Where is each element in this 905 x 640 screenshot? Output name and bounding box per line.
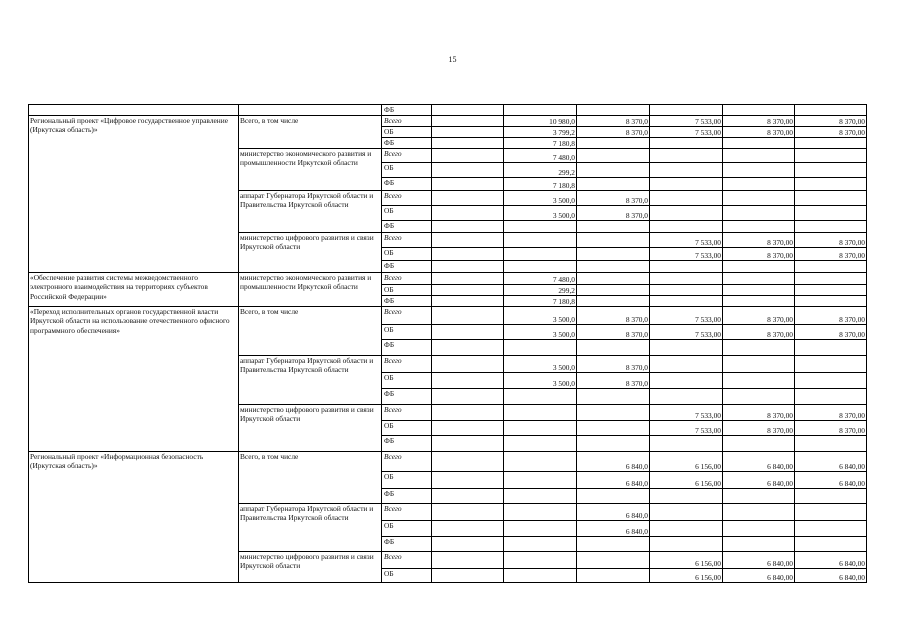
amount-cell — [432, 405, 504, 421]
amount-cell: 8 370,00 — [795, 127, 867, 138]
amount-cell: 8 370,0 — [577, 206, 650, 221]
amount-cell — [432, 307, 504, 325]
amount-cell: 8 370,00 — [795, 233, 867, 248]
table-row — [29, 105, 894, 116]
amount-cell: 7 533,00 — [650, 127, 723, 138]
edge-cell — [867, 356, 894, 373]
edge-cell — [867, 127, 894, 138]
amount-cell: 8 370,00 — [795, 248, 867, 261]
edge-cell — [867, 537, 894, 552]
funding-source-cell: ОБ — [382, 248, 432, 261]
amount-cell — [577, 138, 650, 149]
amount-cell — [432, 261, 504, 273]
amount-cell — [504, 452, 577, 472]
amount-cell — [577, 296, 650, 307]
amount-cell: 8 370,00 — [723, 127, 795, 138]
amount-cell: 6 840,0 — [577, 472, 650, 489]
amount-cell — [432, 149, 504, 163]
amount-cell — [432, 389, 504, 405]
amount-cell — [795, 273, 867, 285]
edge-cell — [867, 405, 894, 421]
executor-cell: министерство цифрового развития и связи Иркутской области — [239, 233, 382, 273]
amount-cell — [650, 373, 723, 389]
amount-cell: 7 180,8 — [504, 296, 577, 307]
amount-cell — [723, 261, 795, 273]
amount-cell: 6 156,00 — [650, 552, 723, 569]
amount-cell: 8 370,0 — [577, 325, 650, 340]
amount-cell: 3 500,0 — [504, 356, 577, 373]
amount-cell — [432, 489, 504, 504]
funding-source-cell: ФБ — [382, 261, 432, 273]
edge-cell — [867, 273, 894, 285]
amount-cell: 8 370,00 — [795, 405, 867, 421]
amount-cell — [650, 261, 723, 273]
edge-cell — [867, 389, 894, 405]
amount-cell — [723, 521, 795, 537]
amount-cell: 6 156,00 — [650, 472, 723, 489]
amount-cell: 6 840,0 — [577, 504, 650, 521]
amount-cell — [577, 340, 650, 356]
amount-cell — [432, 436, 504, 452]
amount-cell — [795, 221, 867, 233]
amount-cell: 7 533,00 — [650, 233, 723, 248]
amount-cell — [577, 389, 650, 405]
amount-cell — [723, 221, 795, 233]
executor-cell: аппарат Губернатора Иркутской области и Правительства Иркутской области — [239, 504, 382, 552]
amount-cell — [795, 105, 867, 116]
funding-source-cell: Всего — [382, 149, 432, 163]
amount-cell: 8 370,0 — [577, 191, 650, 206]
amount-cell — [504, 221, 577, 233]
amount-cell: 7 533,00 — [650, 307, 723, 325]
amount-cell: 6 840,00 — [795, 472, 867, 489]
amount-cell: 6 840,00 — [723, 569, 795, 583]
funding-source-cell: ОБ — [382, 521, 432, 537]
amount-cell: 6 840,00 — [795, 552, 867, 569]
amount-cell — [577, 569, 650, 583]
funding-source-cell: ОБ — [382, 127, 432, 138]
amount-cell — [432, 340, 504, 356]
amount-cell — [432, 325, 504, 340]
edge-cell — [867, 105, 894, 116]
amount-cell: 3 500,0 — [504, 191, 577, 206]
amount-cell: 7 480,0 — [504, 273, 577, 285]
amount-cell — [432, 552, 504, 569]
edge-cell — [867, 191, 894, 206]
edge-cell — [867, 325, 894, 340]
measure-name-cell — [29, 105, 239, 116]
amount-cell: 6 840,0 — [577, 452, 650, 472]
funding-source-cell: ФБ — [382, 340, 432, 356]
funding-source-cell: ОБ — [382, 285, 432, 296]
edge-cell — [867, 552, 894, 569]
amount-cell — [650, 436, 723, 452]
amount-cell — [795, 296, 867, 307]
amount-cell — [795, 261, 867, 273]
amount-cell — [577, 537, 650, 552]
edge-cell — [867, 285, 894, 296]
amount-cell — [432, 178, 504, 191]
measure-name-cell: «Переход исполнительных органов государственной власти Иркутской области на использование отечественного офисного программного обеспечения» — [29, 307, 239, 452]
amount-cell — [432, 127, 504, 138]
edge-cell — [867, 149, 894, 163]
edge-cell — [867, 206, 894, 221]
amount-cell — [577, 105, 650, 116]
executor-cell: Всего, в том числе — [239, 452, 382, 504]
edge-cell — [867, 489, 894, 504]
funding-source-cell: ФБ — [382, 105, 432, 116]
amount-cell: 8 370,00 — [723, 116, 795, 127]
amount-cell — [504, 504, 577, 521]
amount-cell — [504, 248, 577, 261]
funding-source-cell: ФБ — [382, 178, 432, 191]
funding-source-cell: ФБ — [382, 389, 432, 405]
amount-cell: 8 370,00 — [795, 325, 867, 340]
amount-cell: 299,2 — [504, 285, 577, 296]
amount-cell — [795, 521, 867, 537]
amount-cell: 8 370,00 — [723, 405, 795, 421]
amount-cell — [432, 273, 504, 285]
amount-cell — [432, 296, 504, 307]
amount-cell: 7 533,00 — [650, 421, 723, 436]
edge-cell — [867, 472, 894, 489]
amount-cell — [650, 296, 723, 307]
amount-cell — [577, 436, 650, 452]
amount-cell — [650, 356, 723, 373]
amount-cell — [577, 221, 650, 233]
amount-cell: 7 533,00 — [650, 325, 723, 340]
executor-cell: министерство экономического развития и промышленности Иркутской области — [239, 273, 382, 307]
executor-cell: аппарат Губернатора Иркутской области и Правительства Иркутской области — [239, 191, 382, 233]
amount-cell — [650, 489, 723, 504]
amount-cell: 6 840,00 — [723, 452, 795, 472]
amount-cell — [723, 489, 795, 504]
amount-cell — [723, 537, 795, 552]
amount-cell — [432, 206, 504, 221]
amount-cell — [650, 389, 723, 405]
amount-cell — [795, 373, 867, 389]
amount-cell — [723, 436, 795, 452]
executor-cell: Всего, в том числе — [239, 307, 382, 356]
amount-cell — [795, 191, 867, 206]
edge-cell — [867, 421, 894, 436]
edge-cell — [867, 521, 894, 537]
amount-cell: 8 370,0 — [577, 116, 650, 127]
funding-source-cell: Всего — [382, 405, 432, 421]
edge-cell — [867, 569, 894, 583]
amount-cell — [577, 248, 650, 261]
funding-source-cell: ФБ — [382, 221, 432, 233]
amount-cell: 8 370,00 — [795, 307, 867, 325]
amount-cell: 6 840,00 — [723, 552, 795, 569]
funding-source-cell: ОБ — [382, 163, 432, 178]
amount-cell — [795, 436, 867, 452]
amount-cell — [795, 389, 867, 405]
amount-cell — [650, 273, 723, 285]
amount-cell — [650, 178, 723, 191]
funding-source-cell: ОБ — [382, 421, 432, 436]
table-row — [29, 273, 894, 285]
amount-cell — [504, 233, 577, 248]
amount-cell — [432, 537, 504, 552]
amount-cell — [432, 138, 504, 149]
amount-cell: 3 500,0 — [504, 373, 577, 389]
edge-cell — [867, 178, 894, 191]
amount-cell: 6 840,00 — [795, 452, 867, 472]
amount-cell — [723, 296, 795, 307]
amount-cell: 8 370,0 — [577, 307, 650, 325]
amount-cell — [504, 537, 577, 552]
amount-cell — [795, 206, 867, 221]
amount-cell — [432, 248, 504, 261]
amount-cell — [504, 105, 577, 116]
amount-cell — [504, 489, 577, 504]
amount-cell: 8 370,00 — [795, 421, 867, 436]
amount-cell — [795, 178, 867, 191]
page-number: 15 — [448, 55, 457, 64]
edge-cell — [867, 221, 894, 233]
funding-source-cell: Всего — [382, 356, 432, 373]
executor-cell — [239, 105, 382, 116]
amount-cell — [723, 178, 795, 191]
funding-source-cell: ОБ — [382, 206, 432, 221]
amount-cell — [723, 273, 795, 285]
amount-cell: 6 156,00 — [650, 569, 723, 583]
funding-source-cell: ОБ — [382, 569, 432, 583]
funding-source-cell: ФБ — [382, 537, 432, 552]
edge-cell — [867, 296, 894, 307]
amount-cell — [504, 472, 577, 489]
amount-cell — [650, 191, 723, 206]
amount-cell — [795, 537, 867, 552]
funding-source-cell: ФБ — [382, 138, 432, 149]
amount-cell — [577, 489, 650, 504]
funding-source-cell: Всего — [382, 504, 432, 521]
amount-cell — [432, 285, 504, 296]
amount-cell: 7 180,8 — [504, 178, 577, 191]
funding-source-cell: ОБ — [382, 325, 432, 340]
amount-cell — [650, 340, 723, 356]
amount-cell — [795, 163, 867, 178]
amount-cell: 6 840,00 — [723, 472, 795, 489]
amount-cell: 8 370,00 — [723, 307, 795, 325]
amount-cell — [650, 285, 723, 296]
funding-source-cell: Всего — [382, 191, 432, 206]
amount-cell — [432, 521, 504, 537]
amount-cell — [723, 389, 795, 405]
edge-cell — [867, 436, 894, 452]
amount-cell — [504, 261, 577, 273]
amount-cell — [577, 149, 650, 163]
edge-cell — [867, 233, 894, 248]
amount-cell — [432, 105, 504, 116]
executor-cell: министерство цифрового развития и связи Иркутской области — [239, 405, 382, 452]
funding-source-cell: Всего — [382, 307, 432, 325]
amount-cell: 3 500,0 — [504, 206, 577, 221]
amount-cell — [723, 206, 795, 221]
table-body — [29, 105, 894, 583]
amount-cell: 7 180,8 — [504, 138, 577, 149]
amount-cell — [504, 405, 577, 421]
edge-cell — [867, 504, 894, 521]
amount-cell — [650, 521, 723, 537]
amount-cell — [795, 285, 867, 296]
amount-cell — [432, 373, 504, 389]
amount-cell — [723, 373, 795, 389]
table-row — [29, 452, 894, 472]
edge-cell — [867, 138, 894, 149]
amount-cell: 8 370,0 — [577, 127, 650, 138]
amount-cell — [795, 340, 867, 356]
amount-cell — [577, 552, 650, 569]
amount-cell — [723, 356, 795, 373]
edge-cell — [867, 452, 894, 472]
edge-cell — [867, 340, 894, 356]
amount-cell — [432, 233, 504, 248]
executor-cell: министерство экономического развития и промышленности Иркутской области — [239, 149, 382, 191]
measure-name-cell: Региональный проект «Цифровое государственное управление (Иркутская область)» — [29, 116, 239, 273]
amount-cell — [795, 149, 867, 163]
amount-cell: 7 480,0 — [504, 149, 577, 163]
measure-name-cell: «Обеспечение развития системы межведомственного электронного взаимодействия на территориях субъектов Российской Федерации» — [29, 273, 239, 307]
amount-cell — [577, 285, 650, 296]
amount-cell — [723, 191, 795, 206]
edge-cell — [867, 163, 894, 178]
funding-source-cell: ФБ — [382, 296, 432, 307]
funding-source-cell: ОБ — [382, 373, 432, 389]
amount-cell — [432, 452, 504, 472]
amount-cell — [650, 105, 723, 116]
amount-cell — [577, 405, 650, 421]
amount-cell — [795, 356, 867, 373]
amount-cell: 299,2 — [504, 163, 577, 178]
amount-cell: 8 370,00 — [723, 233, 795, 248]
amount-cell: 3 799,2 — [504, 127, 577, 138]
amount-cell — [504, 421, 577, 436]
amount-cell — [577, 421, 650, 436]
amount-cell — [432, 421, 504, 436]
amount-cell — [577, 178, 650, 191]
amount-cell — [650, 537, 723, 552]
amount-cell — [577, 163, 650, 178]
measure-name-cell: Региональный проект «Информационная безопасность (Иркутская область)» — [29, 452, 239, 583]
amount-cell: 8 370,0 — [577, 373, 650, 389]
amount-cell — [650, 163, 723, 178]
amount-cell — [432, 472, 504, 489]
amount-cell — [650, 221, 723, 233]
funding-source-cell: Всего — [382, 452, 432, 472]
executor-cell: Всего, в том числе — [239, 116, 382, 149]
amount-cell — [650, 138, 723, 149]
amount-cell — [650, 206, 723, 221]
edge-cell — [867, 248, 894, 261]
amount-cell — [795, 489, 867, 504]
funding-source-cell: Всего — [382, 552, 432, 569]
amount-cell: 8 370,00 — [795, 116, 867, 127]
amount-cell: 10 980,0 — [504, 116, 577, 127]
executor-cell: аппарат Губернатора Иркутской области и Правительства Иркутской области — [239, 356, 382, 405]
amount-cell — [504, 389, 577, 405]
funding-source-cell: Всего — [382, 273, 432, 285]
amount-cell: 6 840,00 — [795, 569, 867, 583]
edge-cell — [867, 373, 894, 389]
amount-cell: 3 500,0 — [504, 307, 577, 325]
edge-cell — [867, 307, 894, 325]
funding-source-cell: ФБ — [382, 436, 432, 452]
amount-cell — [432, 163, 504, 178]
funding-source-cell: ФБ — [382, 489, 432, 504]
amount-cell — [577, 233, 650, 248]
amount-cell — [723, 163, 795, 178]
amount-cell — [504, 436, 577, 452]
amount-cell: 8 370,0 — [577, 356, 650, 373]
amount-cell — [723, 105, 795, 116]
amount-cell: 6 840,0 — [577, 521, 650, 537]
amount-cell — [577, 273, 650, 285]
amount-cell — [723, 285, 795, 296]
amount-cell — [432, 116, 504, 127]
edge-cell — [867, 116, 894, 127]
amount-cell — [723, 504, 795, 521]
amount-cell — [795, 138, 867, 149]
amount-cell — [432, 191, 504, 206]
amount-cell — [432, 221, 504, 233]
edge-cell — [867, 261, 894, 273]
executor-cell: министерство цифрового развития и связи Иркутской области — [239, 552, 382, 583]
amount-cell: 6 156,00 — [650, 452, 723, 472]
amount-cell — [504, 521, 577, 537]
funding-source-cell: Всего — [382, 116, 432, 127]
amount-cell: 7 533,00 — [650, 116, 723, 127]
amount-cell — [432, 569, 504, 583]
budget-table — [28, 104, 894, 583]
amount-cell — [432, 504, 504, 521]
amount-cell — [650, 504, 723, 521]
amount-cell — [504, 552, 577, 569]
amount-cell: 3 500,0 — [504, 325, 577, 340]
amount-cell — [723, 340, 795, 356]
amount-cell: 8 370,00 — [723, 421, 795, 436]
funding-source-cell: Всего — [382, 233, 432, 248]
amount-cell — [650, 149, 723, 163]
funding-source-cell: ОБ — [382, 472, 432, 489]
amount-cell: 7 533,00 — [650, 248, 723, 261]
table-row — [29, 307, 894, 325]
amount-cell — [504, 340, 577, 356]
amount-cell: 7 533,00 — [650, 405, 723, 421]
table-row — [29, 116, 894, 127]
amount-cell — [723, 138, 795, 149]
amount-cell — [432, 356, 504, 373]
amount-cell: 8 370,00 — [723, 325, 795, 340]
amount-cell — [504, 569, 577, 583]
amount-cell — [577, 261, 650, 273]
amount-cell: 8 370,00 — [723, 248, 795, 261]
amount-cell — [795, 504, 867, 521]
amount-cell — [723, 149, 795, 163]
